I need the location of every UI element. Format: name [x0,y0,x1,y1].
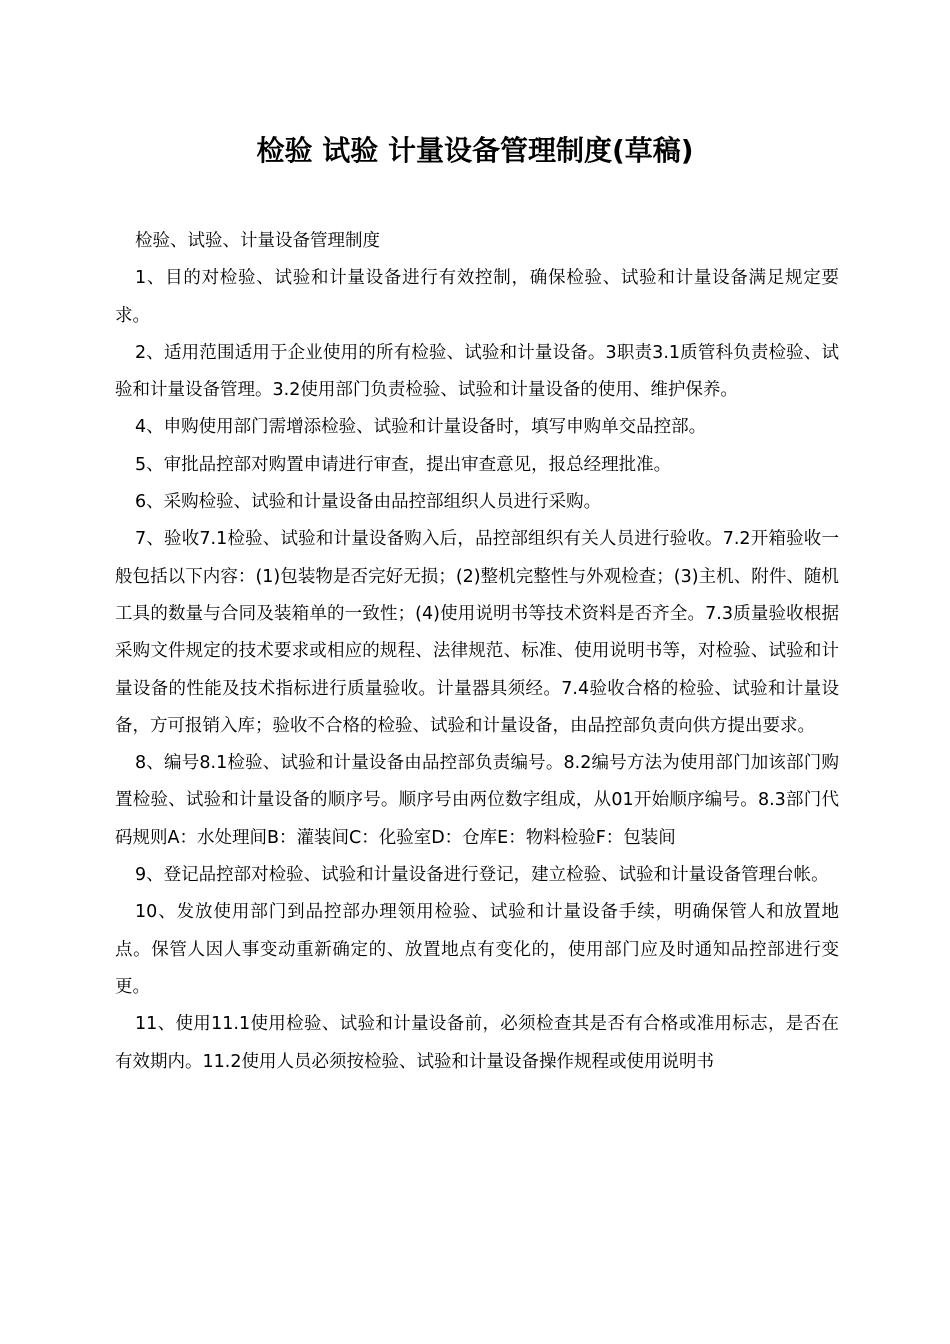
paragraph-11-usage: 11、使用11.1使用检验、试验和计量设备前，必须检查其是否有合格或准用标志，是否在有效期内。11.2使用人员必须按检验、试验和计量设备操作规程或使用说明书 [115,1014,839,1072]
paragraph-6-procurement: 6、采购检验、试验和计量设备由品控部组织人员进行采购。 [135,492,602,513]
paragraph-8-numbering: 8、编号8.1检验、试验和计量设备由品控部负责编号。8.2编号方法为使用部门加该部门购置检验、试验和计量设备的顺序号。顺序号由两位数字组成，从01开始顺序编号。8.3部门代码规则A：水处理间B：灌装间C：化验室D：仓库E：物料检验F：包装间 [115,753,839,848]
document-body [115,223,839,1081]
paragraph-7-acceptance: 7、验收7.1检验、试验和计量设备购入后，品控部组织有关人员进行验收。7.2开箱验收一般包括以下内容：(1)包装物是否完好无损；(2)整机完整性与外观检查；(3)主机、附件、随机工具的数量与合同及装箱单的一致性；(4)使用说明书等技术资料是否齐全。7.3质量验收根据采购文件规定的技术要求或相应的规程、法律规范、标准、使用说明书等，对检验、试验和计量设备的性能及技术指标进行质量验收。计量器具须经。7.4验收合格的检验、试验和计量设备，方可报销入库；验收不合格的检验、试验和计量设备，由品控部负责向供方提出要求。 [115,529,839,736]
paragraph-4-purchase-request: 4、申购使用部门需增添检验、试验和计量设备时，填写申购单交品控部。 [135,417,707,438]
document-title: 检验 试验 计量设备管理制度(草稿) [256,134,694,167]
paragraph-9-registration: 9、登记品控部对检验、试验和计量设备进行登记，建立检验、试验和计量设备管理台帐。 [135,865,829,886]
paragraph-1-purpose: 1、目的对检验、试验和计量设备进行有效控制，确保检验、试验和计量设备满足规定要求。 [115,268,839,326]
paragraph-heading: 检验、试验、计量设备管理制度 [135,231,380,251]
paragraph-2-scope: 2、适用范围适用于企业使用的所有检验、试验和计量设备。3职责3.1质管科负责检验、试验和计量设备管理。3.2使用部门负责检验、试验和计量设备的使用、维护保养。 [115,342,839,401]
paragraph-5-approval: 5、审批品控部对购置申请进行审查，提出审查意见，报总经理批准。 [135,454,672,475]
paragraph-10-issuance: 10、发放使用部门到品控部办理领用检验、试验和计量设备手续，明确保管人和放置地点。保管人因人事变动重新确定的、放置地点有变化的，使用部门应及时通知品控部进行变更。 [115,902,839,997]
